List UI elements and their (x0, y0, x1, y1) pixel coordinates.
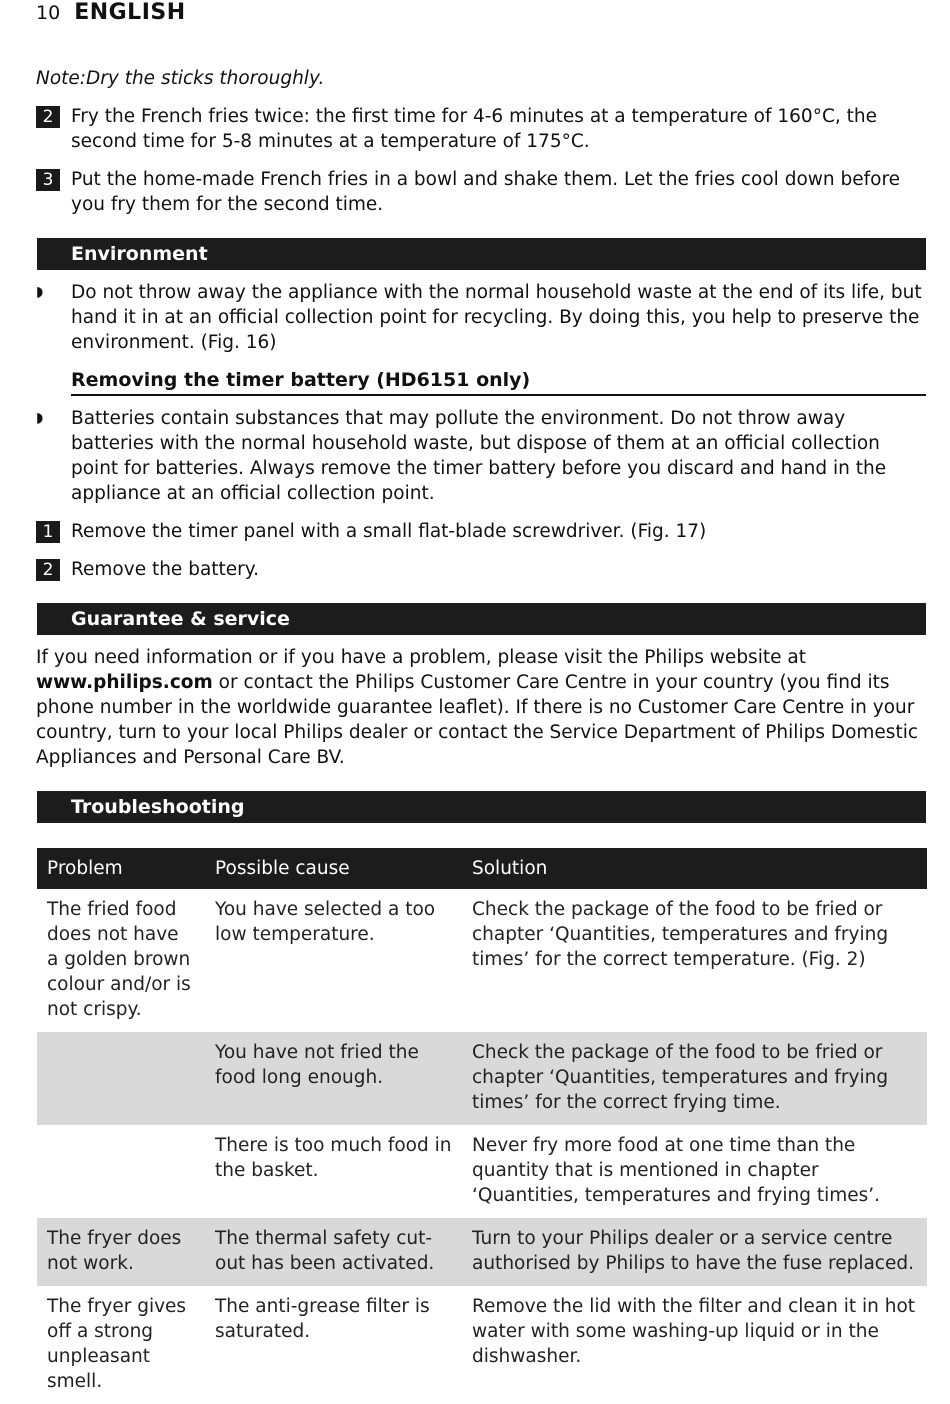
bullet-item (36, 280, 926, 355)
table-row (37, 1125, 927, 1218)
bullet-icon: ◗ (36, 410, 44, 426)
cell-problem: The fryer does not work. (37, 1218, 205, 1286)
section-header-environment: Environment (37, 238, 926, 270)
website-link[interactable]: www.philips.com (36, 672, 213, 693)
table-row (37, 1218, 927, 1286)
cell-solution: Remove the lid with the filter and clean it in hot water with some washing-up liquid or in the dishwasher. (472, 1296, 916, 1367)
step-number: 1 (36, 521, 60, 543)
column-header-problem: Problem (37, 848, 205, 889)
guarantee-text: or contact the Philips Customer Care Centre in your country (you find its phone number in the worldwide guarantee leaflet). If there is no Customer Care Centre in your country, turn to your local Philips dealer or contact the Service Department of Philips Domestic Appliances and Personal Care BV. (36, 672, 919, 768)
step-number: 2 (36, 106, 60, 128)
page-header (36, 0, 186, 25)
bullet-icon: ◗ (36, 284, 44, 300)
step-text: Fry the French fries twice: the first time for 4-6 minutes at a temperature of 160°C, the second time for 5-8 minutes at a temperature of 175°C. (71, 106, 877, 152)
guarantee-text: If you need information or if you have a problem, please visit the Philips website at (36, 647, 806, 668)
table-row (37, 889, 927, 1032)
bullet-item (36, 406, 926, 506)
language-label: ENGLISH (74, 0, 186, 25)
cell-problem: The fried food does not have a golden brown colour and/or is not crispy. (47, 899, 191, 1020)
cell-cause: The thermal safety cut-out has been activated. (205, 1218, 462, 1286)
step-text: Remove the timer panel with a small flat-blade screwdriver. (Fig. 17) (71, 521, 707, 542)
bullet-text: Do not throw away the appliance with the normal household waste at the end of its life, but hand it in at an official collection point for recycling. By doing this, you help to preserve the environment. (Fig. 16) (71, 282, 922, 353)
step-text: Remove the battery. (71, 559, 259, 580)
note: Note:Dry the sticks thoroughly. (36, 68, 325, 89)
cell-solution: Check the package of the food to be fried or chapter ‘Quantities, temperatures and frying times’ for the correct frying time. (462, 1032, 927, 1125)
cell-problem: The fryer gives off a strong unpleasant smell. (47, 1296, 187, 1392)
guarantee-paragraph (36, 645, 931, 770)
step-item (36, 104, 926, 154)
table-row (37, 1032, 927, 1125)
cell-problem (37, 1032, 205, 1125)
section-header-troubleshooting: Troubleshooting (37, 791, 926, 823)
table-row (37, 1286, 927, 1404)
step-item (36, 519, 926, 544)
cell-cause: The anti-grease filter is saturated. (215, 1296, 430, 1342)
column-header-cause: Possible cause (205, 848, 462, 889)
section-header-guarantee: Guarantee & service (37, 603, 926, 635)
cell-solution: Check the package of the food to be fried or chapter ‘Quantities, temperatures and frying times’ for the correct temperature. (Fig. 2) (472, 899, 889, 970)
cell-cause: You have selected a too low temperature. (215, 899, 436, 945)
step-number: 2 (36, 559, 60, 581)
cell-cause: You have not fried the food long enough. (205, 1032, 462, 1125)
cell-problem (37, 1125, 205, 1218)
cell-cause: There is too much food in the basket. (215, 1135, 452, 1181)
step-item (36, 167, 926, 217)
page-number: 10 (36, 2, 61, 24)
step-item (36, 557, 926, 582)
step-text: Put the home-made French fries in a bowl and shake them. Let the fries cool down before you fry them for the second time. (71, 169, 901, 215)
subsection-header-battery: Removing the timer battery (HD6151 only) (71, 367, 926, 396)
cell-solution: Never fry more food at one time than the quantity that is mentioned in chapter ‘Quantities, temperatures and frying times’. (472, 1135, 881, 1206)
step-number: 3 (36, 169, 60, 191)
column-header-solution: Solution (462, 848, 927, 889)
troubleshooting-table (37, 848, 927, 1404)
cell-solution: Turn to your Philips dealer or a service centre authorised by Philips to have the fuse replaced. (462, 1218, 927, 1286)
bullet-text: Batteries contain substances that may pollute the environment. Do not throw away batteries with the normal household waste, but dispose of them at an official collection point for batteries. Always remove the timer battery before you discard and hand in the appliance at an official collection point. (71, 408, 887, 504)
table-header-row (37, 848, 927, 889)
